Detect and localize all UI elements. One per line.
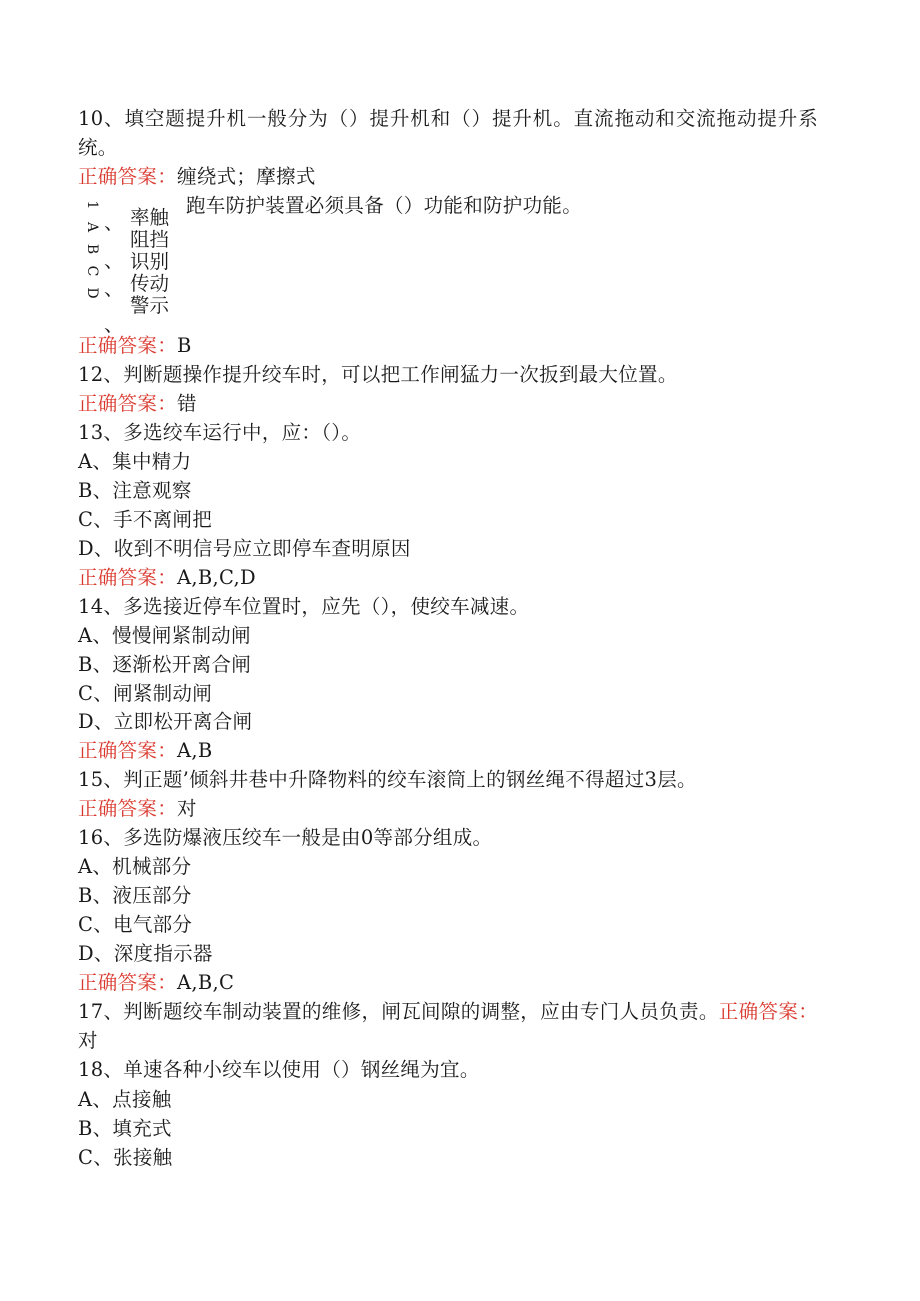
option-c: C、张接触 (78, 1146, 173, 1169)
margin-char: C (84, 265, 100, 277)
option-d: D、深度指示器 (78, 942, 213, 965)
option-a: A、集中精力 (78, 450, 192, 473)
answer-label: 正确答案： (78, 971, 178, 994)
margin-char: D (84, 287, 100, 299)
answer-label: 正确答案： (78, 797, 178, 820)
margin-char: B (84, 243, 100, 255)
question-18: 18、单速各种小绞车以使用（）钢丝绳为宜。 (78, 1058, 480, 1081)
answer-label: 正确答案： (718, 1000, 818, 1023)
answer-14 (78, 736, 213, 765)
question-10: 10、填空题提升机一般分为（）提升机和（）提升机。直流拖动和交流拖动提升系统。 (78, 107, 818, 159)
answer-label: 正确答案： (78, 566, 178, 589)
question-11: 跑车防护装置必须具备（）功能和防护功能。 (186, 194, 583, 217)
option-a: 率触 (130, 206, 170, 229)
separator: 、 (104, 313, 124, 336)
answer-value: A,B (177, 739, 213, 762)
answer-label: 正确答案： (78, 392, 178, 415)
answer-value: A,B,C (177, 971, 235, 994)
answer-value: B (177, 334, 192, 357)
option-d: 传动 (130, 272, 170, 295)
question-12: 12、判断题操作提升绞车时，可以把工作闸猛力一次扳到最大位置。 (78, 363, 678, 386)
separator: 、 (104, 211, 124, 234)
question-11-margin-chars (80, 194, 100, 304)
answer-13 (78, 563, 256, 592)
answer-label: 正确答案： (78, 165, 178, 188)
option-b: B、注意观察 (78, 479, 192, 502)
question-15: 15、判正题’倾斜井巷中升降物料的绞车滚筒上的钢丝绳不得超过3层。 (78, 768, 697, 791)
option-e: 警示 (130, 294, 170, 317)
option-c: C、闸紧制动闸 (78, 682, 213, 705)
option-d: D、收到不明信号应立即停车查明原因 (78, 537, 411, 560)
separator: 、 (104, 249, 124, 272)
option-a: A、慢慢闸紧制动闸 (78, 624, 251, 647)
question-14: 14、多选接近停车位置时，应先（），使绞车减速。 (78, 595, 530, 618)
answer-value: 对 (78, 1029, 98, 1052)
option-c: 识别 (130, 250, 170, 273)
margin-char: 1 (84, 200, 100, 210)
question-16: 16、多选防爆液压绞车一般是由0等部分组成。 (78, 826, 493, 849)
option-b: B、液压部分 (78, 884, 192, 907)
answer-label: 正确答案： (78, 739, 178, 762)
separator: 、 (104, 277, 124, 300)
answer-value: A,B,C,D (177, 566, 256, 589)
answer-value: 缠绕式；摩擦式 (177, 165, 316, 188)
answer-15 (78, 794, 197, 823)
answer-10 (78, 162, 316, 191)
option-c: C、手不离闸把 (78, 508, 213, 531)
option-a: A、机械部分 (78, 855, 192, 878)
answer-12 (78, 389, 197, 418)
margin-char: A (84, 221, 100, 233)
option-a: A、点接触 (78, 1088, 172, 1111)
question-17 (78, 997, 818, 1055)
question-text: 17、判断题绞车制动装置的维修，闸瓦间隙的调整，应由专门人员负责。 (78, 1000, 719, 1023)
answer-value: 错 (177, 392, 197, 415)
option-b: 阻挡 (130, 228, 170, 251)
answer-11 (78, 331, 192, 360)
option-b: B、填充式 (78, 1117, 172, 1140)
option-c: C、电气部分 (78, 913, 193, 936)
answer-16 (78, 968, 234, 997)
question-13: 13、多选绞车运行中，应：（）。 (78, 421, 362, 444)
answer-value: 对 (177, 797, 197, 820)
option-b: B、逐渐松开离合闸 (78, 653, 252, 676)
option-d: D、立即松开离合闸 (78, 710, 253, 733)
answer-label: 正确答案： (78, 334, 178, 357)
